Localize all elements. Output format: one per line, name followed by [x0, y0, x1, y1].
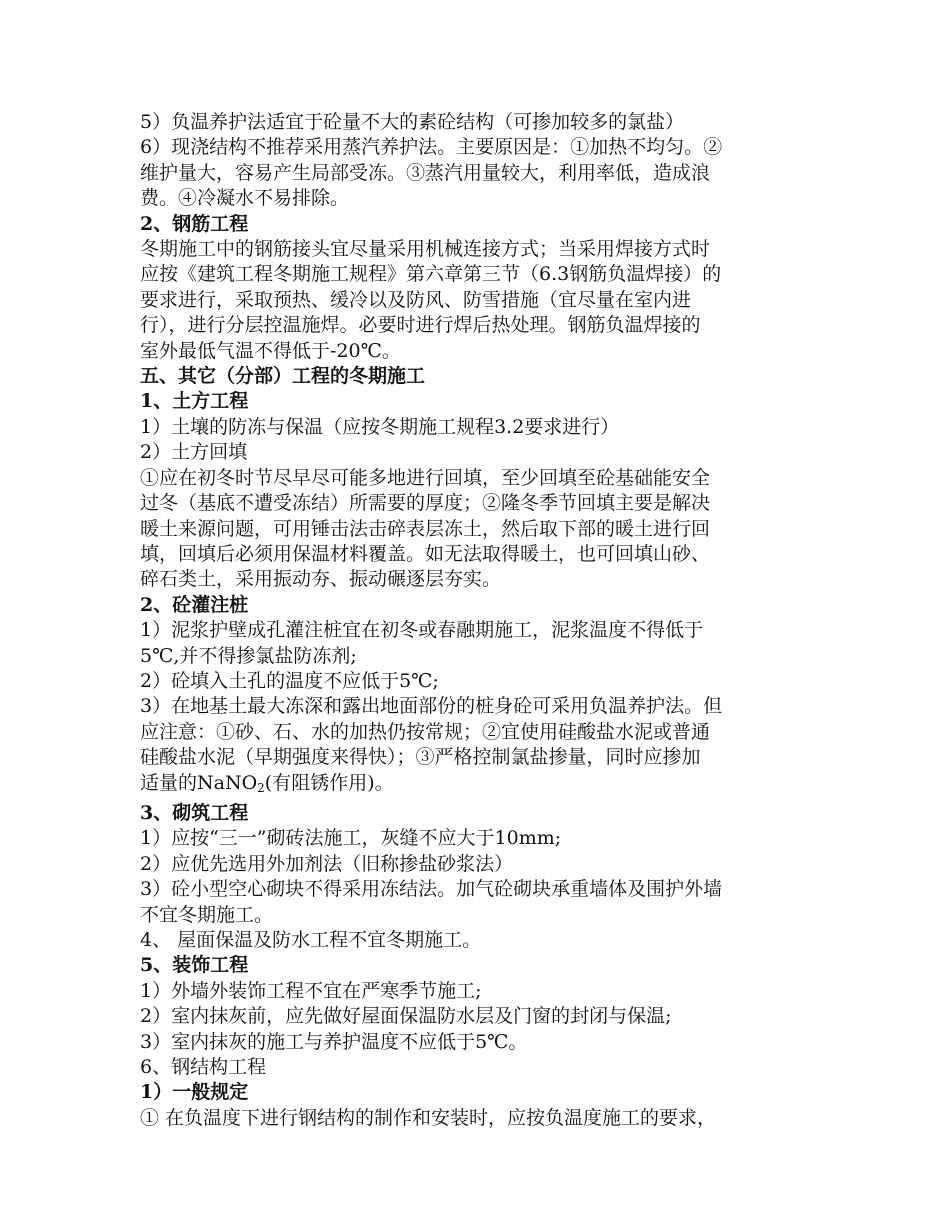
nano2-subscript: 2	[257, 780, 265, 795]
text-line: 应注意：①砂、石、水的加热仍按常规；②宜使用硅酸盐水泥或普通	[140, 720, 711, 743]
text-line: 3）在地基土最大冻深和露出地面部份的桩身砼可采用负温养护法。但	[140, 695, 723, 718]
text-line: 1）泥浆护壁成孔灌注桩宜在初冬或春融期施工，泥浆温度不得低于	[140, 619, 704, 642]
section-heading: 五、其它（分部）工程的冬期施工	[140, 365, 426, 388]
text-line: ① 在负温度下进行钢结构的制作和安装时，应按负温度施工的要求，	[140, 1106, 717, 1129]
text-line: 2）室内抹灰前，应先做好屋面保温防水层及门窗的封闭与保温;	[140, 1005, 672, 1028]
text-line: 过冬（基底不遭受冻结）所需要的厚度；②隆冬季节回填主要是解决	[140, 492, 711, 515]
text-line: 6）现浇结构不推荐采用蒸汽养护法。主要原因是：①加热不均匀。②	[140, 136, 723, 159]
text-line: 2）土方回填	[140, 441, 248, 464]
text-line: 不宜冬期施工。	[140, 903, 274, 926]
section-heading: 3、砌筑工程	[140, 801, 249, 824]
section-heading: 2、钢筋工程	[140, 212, 249, 235]
section-heading: 5、装饰工程	[140, 954, 249, 977]
text-line: 暖土来源问题，可用锤击法击碎表层冻土，然后取下部的暖土进行回	[140, 517, 711, 540]
section-heading: 2、砼灌注桩	[140, 593, 249, 616]
text-line: 3）室内抹灰的施工与养护温度不应低于5℃。	[140, 1030, 528, 1053]
text-line: 填，回填后必须用保温材料覆盖。如无法取得暖土，也可回填山砂、	[140, 542, 711, 565]
section-heading: 1）一般规定	[140, 1081, 249, 1104]
text-line: 要求进行，采取预热、缓冷以及防风、防雪措施（宜尽量在室内进	[140, 288, 692, 311]
text-line: 6、钢结构工程	[140, 1056, 267, 1079]
text-line: 维护量大，容易产生局部受冻。③蒸汽用量较大，利用率低，造成浪	[140, 161, 711, 184]
text-line: 室外最低气温不得低于-20℃。	[140, 339, 401, 362]
text-line: 2）应优先选用外加剂法（旧称掺盐砂浆法）	[140, 852, 514, 875]
text-line: 1）应按“三一”砌砖法施工，灰缝不应大于10mm;	[140, 827, 562, 850]
text-line-nano2	[140, 771, 812, 801]
document-body	[140, 110, 812, 1131]
text-line: 4、 屋面保温及防水工程不宜冬期施工。	[140, 929, 482, 951]
text-line: 2）砼填入土孔的温度不应低于5℃;	[140, 669, 439, 692]
text-line: 1）外墙外装饰工程不宜在严寒季节施工;	[140, 979, 482, 1002]
text-line: 冬期施工中的钢筋接头宜尽量采用机械连接方式；当采用焊接方式时	[140, 238, 711, 261]
section-heading: 1、土方工程	[140, 390, 249, 413]
text-line: 行），进行分层控温施焊。必要时进行焊后热处理。钢筋负温焊接的	[140, 314, 701, 337]
text-line: 费。④冷凝水不易排除。	[140, 187, 350, 210]
text-line: 应按《建筑工程冬期施工规程》第六章第三节（6.3钢筋负温焊接）的	[140, 263, 722, 286]
text-line: 3）砼小型空心砌块不得采用冻结法。加气砼砌块承重墙体及围护外墙	[140, 878, 723, 901]
text-line: 硅酸盐水泥（早期强度来得快）；③严格控制氯盐掺量，同时应掺加	[140, 746, 701, 769]
text-line: 5）负温养护法适宜于砼量不大的素砼结构（可掺加较多的氯盐）	[140, 111, 685, 133]
text-line: 碎石类土，采用振动夯、振动碾逐层夯实。	[140, 568, 502, 591]
nano2-before: 适量的NaNO	[140, 771, 258, 794]
text-line: ①应在初冬时节尽早尽可能多地进行回填，至少回填至砼基础能安全	[140, 466, 711, 489]
text-line: 5℃,并不得掺氯盐防冻剂;	[140, 644, 357, 667]
text-line: 1）土壤的防冻与保温（应按冬期施工规程3.2要求进行）	[140, 415, 620, 438]
nano2-after: (有阻锈作用)。	[264, 771, 394, 794]
